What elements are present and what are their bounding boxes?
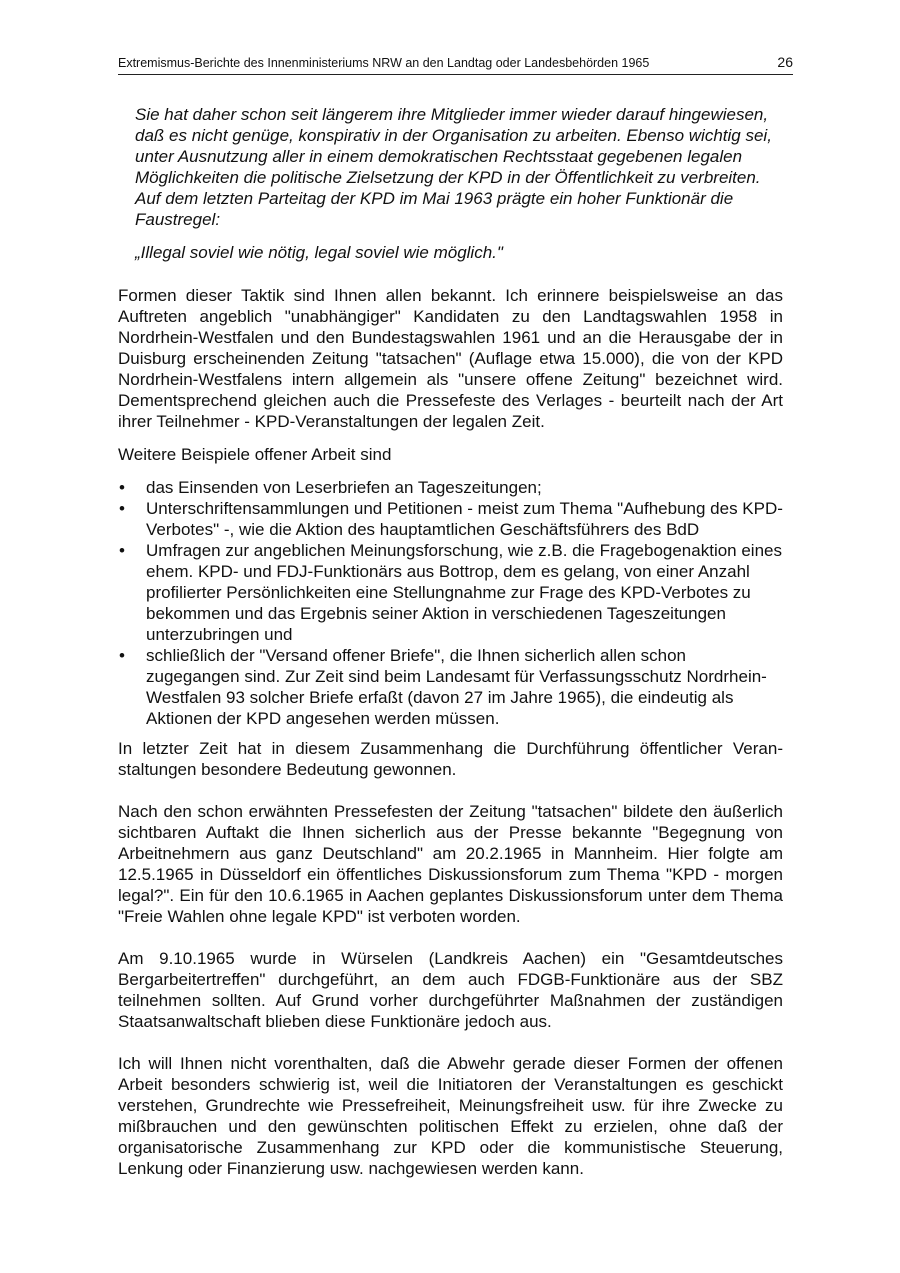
- paragraph-wuerselen: Am 9.10.1965 wurde in Würselen (Landkreis Aachen) ein "Gesamtdeutsches Bergarbeitertreffen" durchgeführt, an dem auch FDGB-Funktionäre aus der SBZ teilnehmen sollten. Auf Grund vorher durchgeführter Maßnahmen der zuständigen Staatsanwaltschaft blieben diese Funktionäre jedoch aus.: [118, 949, 783, 1031]
- list-item-text: das Einsenden von Leserbriefen an Tageszeitungen;: [146, 478, 542, 497]
- list-item-text: Unterschriftensammlungen und Petitionen - meist zum Thema "Aufhebung des KPD-Verbotes" -, wie die Aktion des hauptamtlichen Geschäftsführers des BdD: [146, 499, 783, 539]
- bullet-icon: •: [119, 541, 125, 560]
- header-title: Extremismus-Berichte des Innenministeriums NRW an den Landtag oder Landesbehörden 1965: [118, 56, 650, 70]
- page-header: [118, 54, 793, 75]
- bullet-icon: •: [119, 478, 125, 497]
- quote-rule: „Illegal soviel wie nötig, legal soviel wie möglich.": [135, 243, 503, 262]
- paragraph-pressefeste: Nach den schon erwähnten Pressefesten der Zeitung "tatsachen" bildete den äußerlich sichtbaren Auftakt die Ihnen sicherlich aus der Presse bekannte "Begegnung von Arbeitnehmern aus ganz Deutschland" am 20.2.1965 in Mannheim. Hier folgte am 12.5.1965 in Düsseldorf ein öffentliches Diskussionsforum zum Thema "KPD - morgen legal?". Ein für den 10.6.1965 in Aachen geplantes Diskussionsforum unter dem Thema "Freie Wahlen ohne legale KPD" ist verboten worden.: [118, 802, 783, 926]
- quote-block: [135, 104, 775, 263]
- list-item-text: Umfragen zur angeblichen Meinungsforschung, wie z.B. die Fragebogenaktion eines ehem. KPD- und FDJ-Funktionärs aus Bottrop, dem es gelang, von einer Anzahl profilierter Persönlichkeiten eine Stellungnahme zur Frage des KPD-Verbotes zu bekommen und das Ergebnis seiner Aktion in verschiedenen Tageszeitungen unterzubringen und: [146, 541, 782, 644]
- paragraph-formen: Formen dieser Taktik sind Ihnen allen bekannt. Ich erinnere beispielsweise an das Auftreten angeblich "unabhängiger" Kandidaten zu den Landtagswahlen 1958 in Nordrhein-Westfalen und den Bundestagswahlen 1961 und an die Herausgabe der in Duisburg erscheinenden Zeitung "tatsachen" (Auflage etwa 15.000), die von der KPD Nordrhein-Westfalens intern allgemein als "unsere offene Zeitung" bezeichnet wird. Dementsprechend gleichen auch die Pressefeste des Verlages - beurteilt nach der Art ihrer Teilnehmer - KPD-Veranstaltungen der legalen Zeit.: [118, 286, 783, 431]
- list-item-text: schließlich der "Versand offener Briefe", die Ihnen sicherlich allen schon zugegangen sind. Zur Zeit sind beim Landesamt für Verfassungsschutz Nordrhein-Westfalen 93 solcher Briefe erfaßt (davon 27 im Jahre 1965), die eindeutig als Aktionen der KPD angesehen werden müssen.: [146, 646, 767, 728]
- list-item: [118, 477, 783, 498]
- examples-list: [118, 477, 783, 729]
- list-item: [118, 540, 783, 645]
- paragraph-weitere: Weitere Beispiele offener Arbeit sind: [118, 445, 392, 464]
- list-item: [118, 645, 783, 729]
- page-number: 26: [777, 54, 793, 70]
- paragraph-abwehr: Ich will Ihnen nicht vorenthalten, daß die Abwehr gerade dieser Formen der offenen Arbeit besonders schwierig ist, weil die Initiatoren der Veranstaltungen es geschickt verstehen, Grundrechte wie Pressefreiheit, Meinungsfreiheit usw. für ihre Zwecke zu mißbrauchen und den gewünschten politischen Effekt zu erzielen, ohne daß der organisatorische Zusammenhang zur KPD oder die kommunistische Steuerung, Lenkung oder Finanzierung usw. nachgewiesen werden kann.: [118, 1054, 783, 1178]
- bullet-icon: •: [119, 499, 125, 518]
- page-body: [118, 104, 783, 1179]
- paragraph-letzter: In letzter Zeit hat in diesem Zusammenhang die Durchführung öffentlicher Veranstaltungen besondere Bedeutung gewonnen.: [118, 739, 783, 779]
- quote-paragraph: Sie hat daher schon seit längerem ihre Mitglieder immer wieder darauf hingewiesen, daß es nicht genüge, konspirativ in der Organisation zu arbeiten. Ebenso wichtig sei, unter Ausnutzung aller in einem demokratischen Rechtsstaat gegebenen legalen Möglichkeiten die politische Zielsetzung der KPD in der Öffentlichkeit zu verbreiten. Auf dem letzten Parteitag der KPD im Mai 1963 prägte ein hoher Funktionär die Faustregel:: [135, 105, 772, 229]
- bullet-icon: •: [119, 646, 125, 665]
- list-item: [118, 498, 783, 540]
